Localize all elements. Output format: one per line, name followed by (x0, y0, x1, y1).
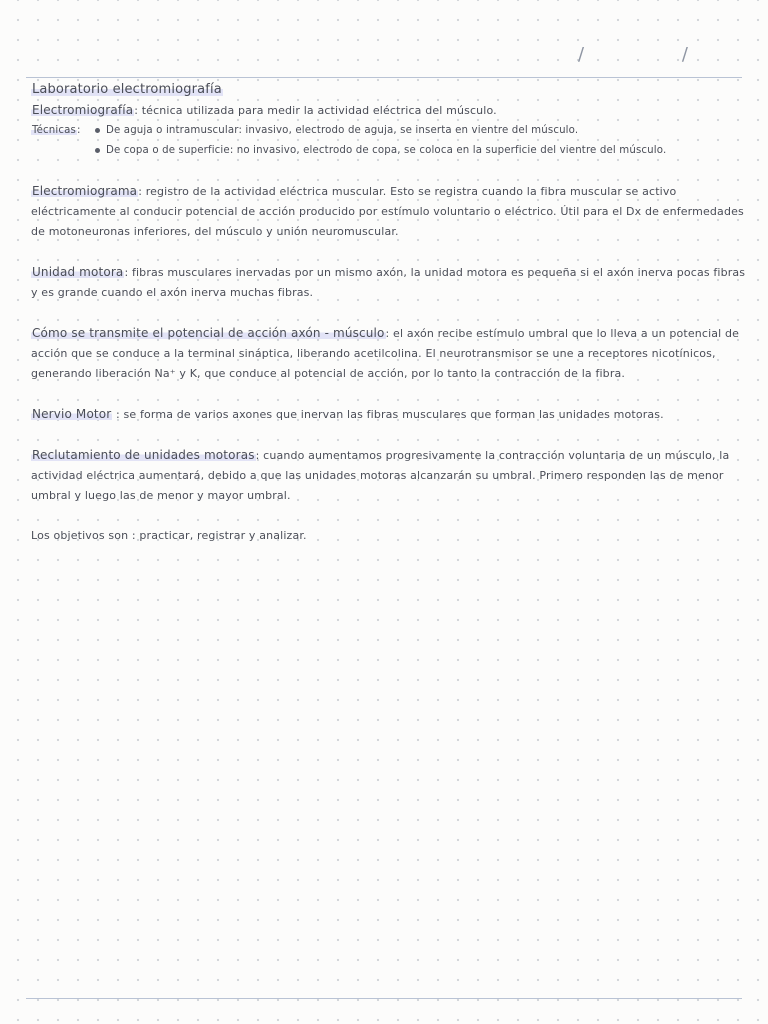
section-unidad-motora (31, 262, 747, 303)
tecnicas-label-colon: : (77, 125, 81, 136)
page-title-text: Laboratorio electromiografía (32, 82, 222, 97)
section-tecnicas (31, 121, 747, 161)
spacer (31, 384, 747, 404)
date-slash-2: / (681, 44, 688, 65)
definition-reclutamiento: : cuando aumentamos progresivamente la contracción voluntaria de un músculo, la actividad eléctrica aumentará, debido a que las unidades motoras alcanzarán su umbral. Primero responden las de menor umbral y luego las de menor y mayor umbral. (31, 449, 730, 502)
page-title (31, 80, 747, 100)
section-transmision (31, 323, 747, 384)
term-unidad-motora: Unidad motora (32, 265, 124, 279)
spacer (31, 425, 747, 445)
section-nervio-motor (31, 404, 747, 425)
date-slash-1: / (578, 44, 585, 65)
definition-transmision: : el axón recibe estímulo umbral que lo lleva a un potencial de acción que se conduce a la terminal sináptica, liberando acetilcolina. El neurotransmisor se une a receptores nicotínicos, generando liberación Na⁺ y K, que conduce al potencial de acción, por lo tanto la contracción de la fibra. (31, 327, 740, 380)
note-content (31, 80, 747, 546)
term-reclutamiento: Reclutamiento de unidades motoras (32, 448, 255, 462)
tecnicas-label (31, 121, 93, 161)
tecnicas-list (93, 121, 666, 161)
date-field (578, 44, 688, 65)
definition-unidad-motora: : fibras musculares inervadas por un mismo axón, la unidad motora es pequeña si el axón inerva pocas fibras y es grande cuando el axón inerva muchas fibras. (31, 266, 746, 299)
bottom-rule-line (26, 998, 742, 999)
term-transmision: Cómo se transmite el potencial de acción axón - músculo (32, 326, 385, 340)
list-item: De copa o de superficie: no invasivo, electrodo de copa, se coloca en la superficie del vientre del músculo. (93, 141, 666, 161)
spacer (31, 242, 747, 262)
list-item: De aguja o intramuscular: invasivo, electrodo de aguja, se inserta en vientre del músculo. (93, 121, 666, 141)
section-electromiografia (31, 100, 747, 121)
spacer (31, 506, 747, 526)
top-rule-line (26, 77, 742, 78)
term-nervio-motor: Nervio Motor (32, 407, 112, 421)
definition-nervio-motor: : se forma de varios axones que inervan las fibras musculares que forman las unidades motoras. (112, 408, 664, 421)
tecnicas-label-text: Técnicas (32, 125, 76, 136)
objetivos-text: Los objetivos son : practicar, registrar y analizar. (31, 529, 307, 542)
section-electromiograma (31, 181, 747, 242)
definition-electromiografia: : técnica utilizada para medir la actividad eléctrica del músculo. (134, 104, 497, 117)
term-electromiograma: Electromiograma (32, 184, 138, 198)
definition-electromiograma: : registro de la actividad eléctrica muscular. Esto se registra cuando la fibra muscular se activo eléctricamente al conducir potencial de acción producido por estímulo voluntario o eléctrico. Útil para el Dx de enfermedades de motoneuronas inferiores, del músculo y unión neuromuscular. (31, 185, 744, 238)
section-objetivos (31, 526, 747, 546)
section-reclutamiento (31, 445, 747, 506)
term-electromiografia: Electromiografía (32, 103, 134, 117)
spacer (31, 303, 747, 323)
spacer (31, 161, 747, 181)
